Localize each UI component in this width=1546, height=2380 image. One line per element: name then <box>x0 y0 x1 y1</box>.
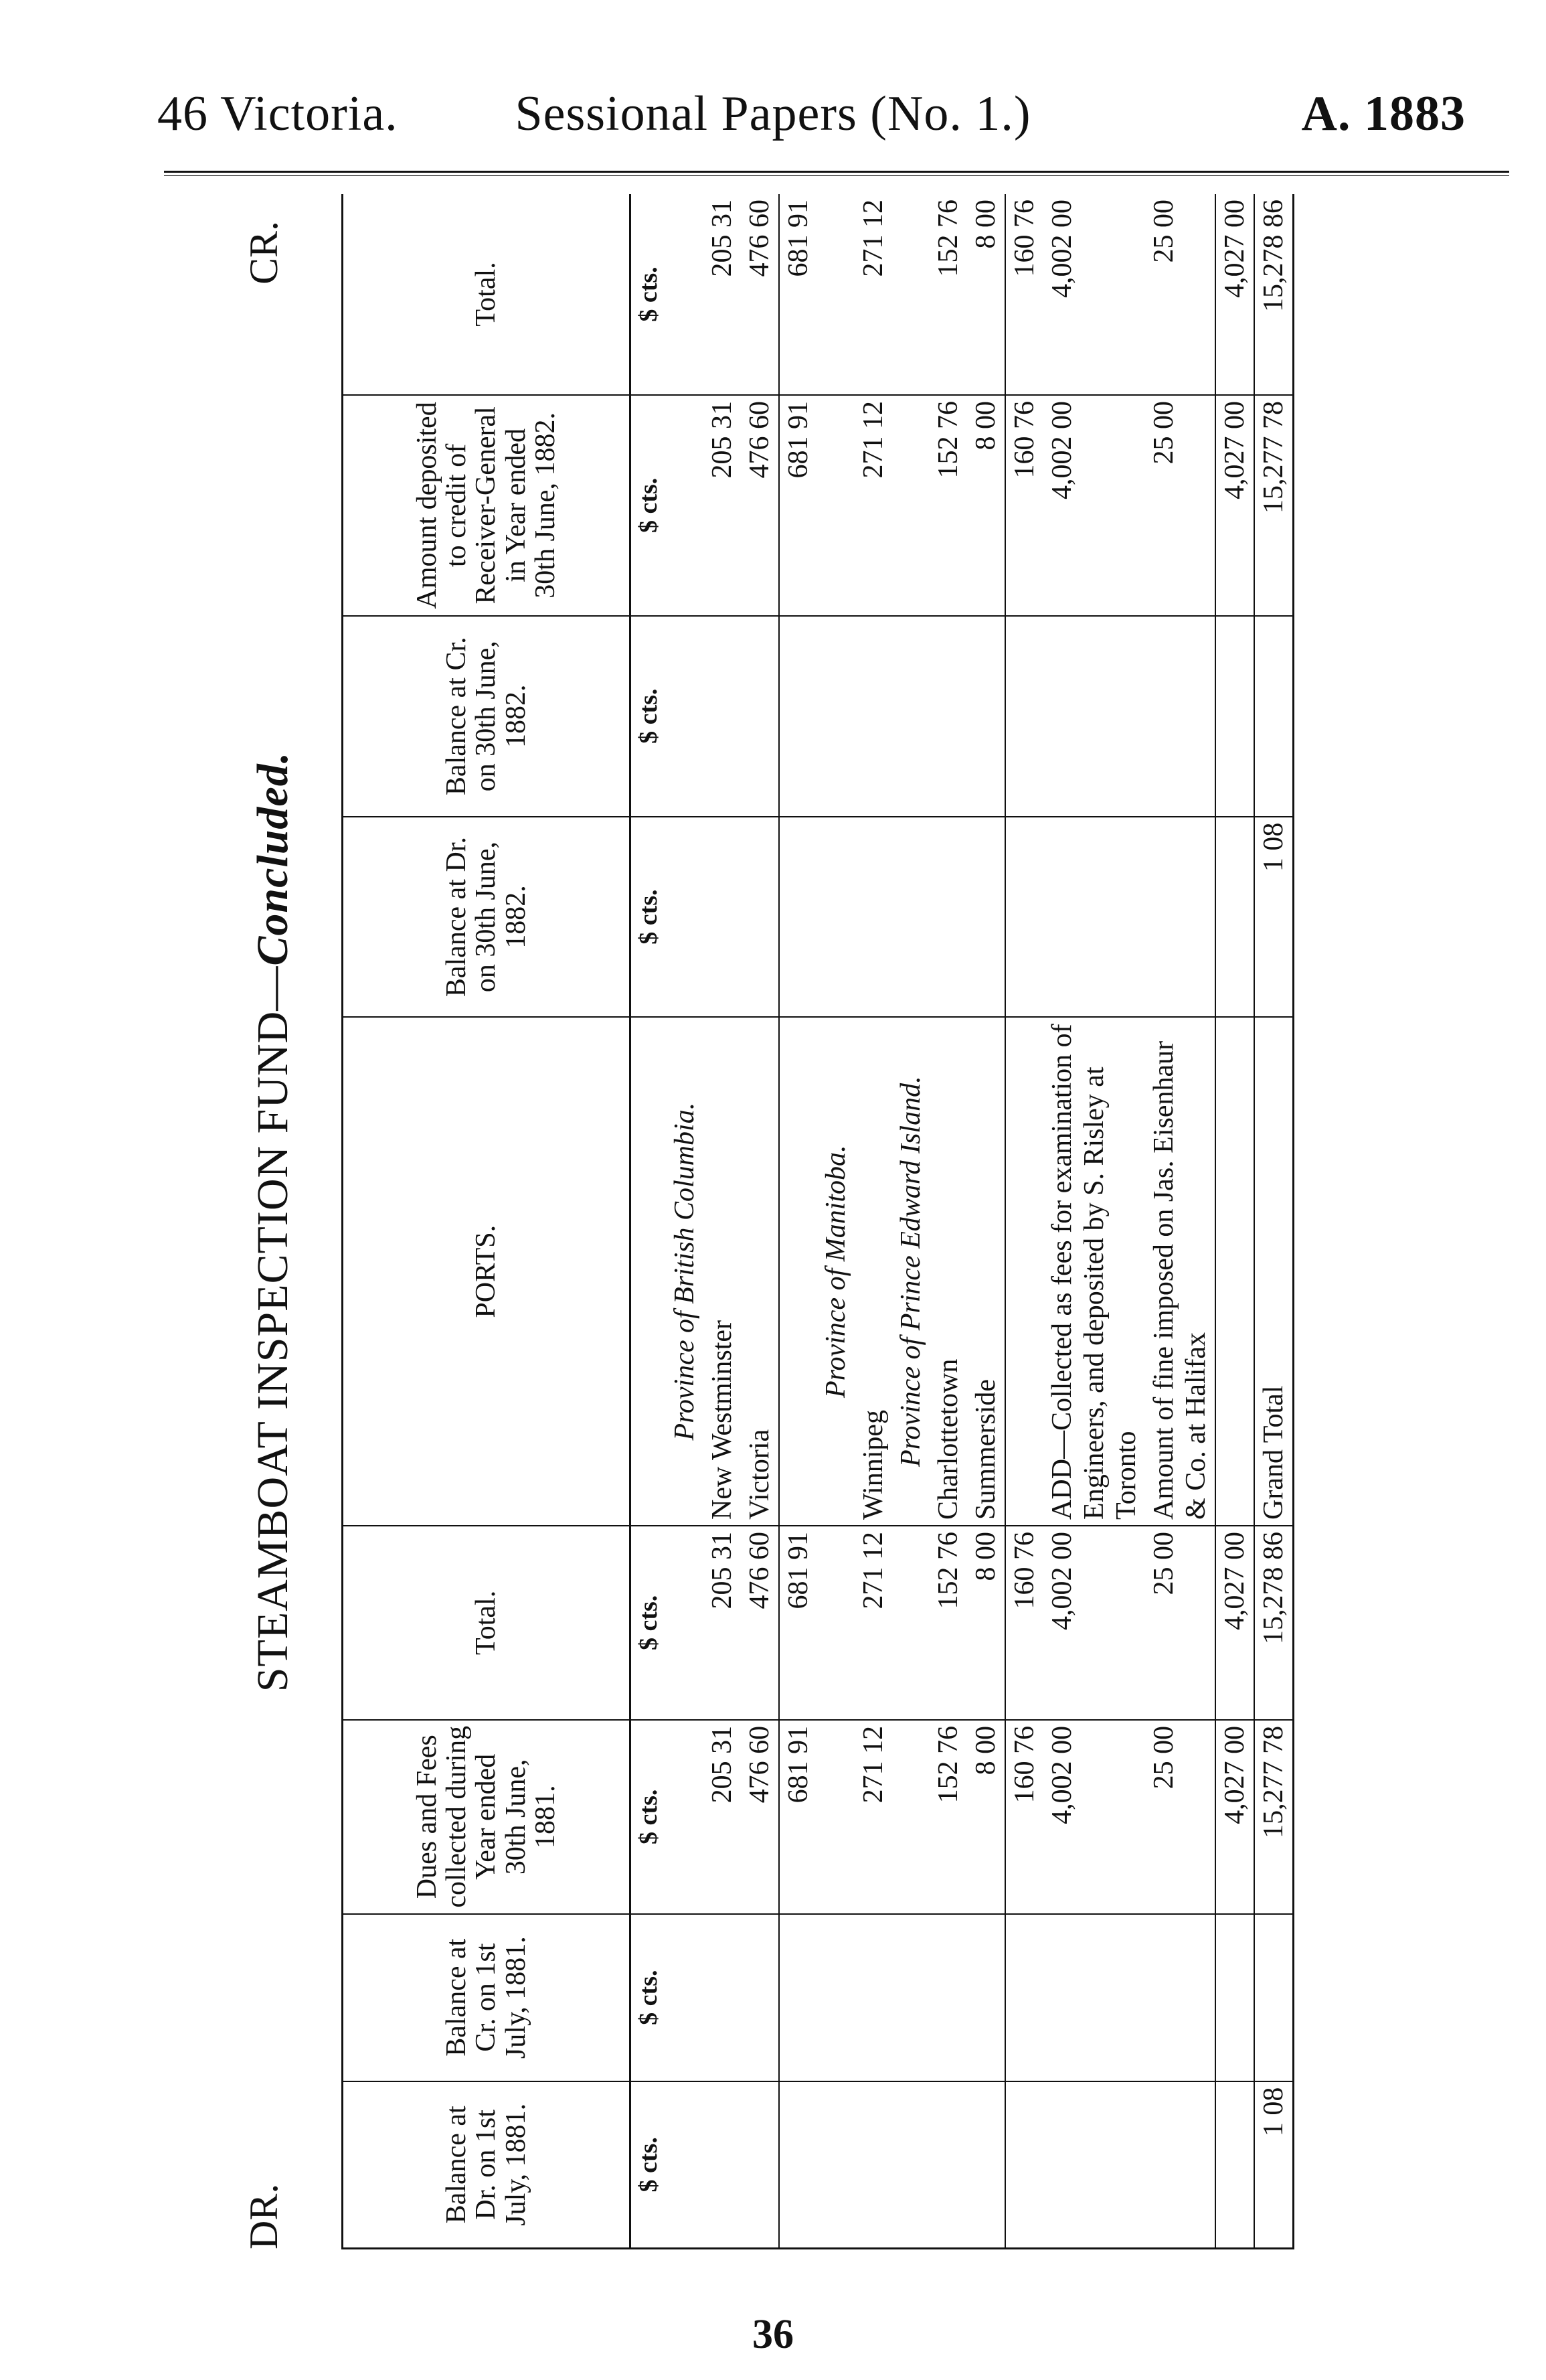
dr-balance-start-cell <box>1005 2081 1043 2249</box>
dr-balance-start-cell <box>1043 2081 1145 2249</box>
empty-cell <box>666 1914 703 2081</box>
cr-balance-end-cell <box>1005 616 1043 817</box>
empty-cell <box>817 1526 855 1720</box>
col-dr-balance-end: Balance at Dr. on 30th June, 1882. <box>343 817 630 1018</box>
cr-balance-end-cell <box>1145 616 1215 817</box>
empty-cell <box>817 1914 855 2081</box>
total-right-cell: 205 31 <box>703 194 741 395</box>
units-cell-blank <box>630 1017 667 1525</box>
empty-cell <box>666 1720 703 1914</box>
table-body <box>630 194 1294 2249</box>
dr-balance-end-cell <box>967 817 1005 1018</box>
empty-cell <box>666 1526 703 1720</box>
empty-cell <box>892 817 930 1018</box>
total-left-cell: 15,278 86 <box>1254 1526 1294 1720</box>
col-cr-balance-end: Balance at Cr. on 30th June, 1882. <box>343 616 630 817</box>
dues-cell: 160 76 <box>1005 1720 1043 1914</box>
cr-balance-start-cell <box>779 1914 817 2081</box>
table-title-row <box>214 194 341 2249</box>
table-row <box>741 194 779 2249</box>
cr-balance-end-cell <box>741 616 779 817</box>
cr-balance-start-cell <box>1005 1914 1043 2081</box>
total-left-cell: 271 12 <box>855 1526 892 1720</box>
header-rule-thin <box>164 175 1509 176</box>
subtotal-row <box>779 194 817 2249</box>
empty-cell <box>817 616 855 817</box>
cr-balance-start-cell <box>1254 1914 1294 2081</box>
port-name-cell: Charlottetown <box>930 1017 967 1525</box>
dues-cell: 25 00 <box>1145 1720 1215 1914</box>
table-title-main: STEAMBOAT INSPECTION FUND— <box>248 965 297 1692</box>
col-total-left: Total. <box>343 1526 630 1720</box>
grand-total-row <box>1254 194 1294 2249</box>
total-right-cell: 8 00 <box>967 194 1005 395</box>
cr-balance-start-cell <box>930 1914 967 2081</box>
cr-balance-end-cell <box>779 616 817 817</box>
cr-balance-end-cell <box>930 616 967 817</box>
empty-cell <box>666 194 703 395</box>
dr-balance-end-cell <box>930 817 967 1018</box>
subtotal-row <box>1005 194 1043 2249</box>
empty-cell <box>892 1914 930 2081</box>
port-name-cell <box>1215 1017 1254 1525</box>
col-ports: PORTS. <box>343 1017 630 1525</box>
cr-balance-start-cell <box>703 1914 741 2081</box>
column-header-row <box>343 194 630 2249</box>
table-row <box>930 194 967 2249</box>
dues-cell: 681 91 <box>779 1720 817 1914</box>
cr-balance-start-cell <box>855 1914 892 2081</box>
total-left-cell: 152 76 <box>930 1526 967 1720</box>
dr-balance-start-cell: 1 08 <box>1254 2081 1294 2249</box>
dr-balance-start-cell <box>703 2081 741 2249</box>
port-name-cell <box>1005 1017 1043 1525</box>
units-cell: $ cts. <box>630 817 667 1018</box>
deposited-cell: 160 76 <box>1005 395 1043 616</box>
col-dues-collected: Dues and Fees collected during Year ended 30th June, 1881. <box>343 1720 630 1914</box>
dr-balance-end-cell <box>1215 817 1254 1018</box>
total-left-cell: 25 00 <box>1145 1526 1215 1720</box>
deposited-cell: 476 60 <box>741 395 779 616</box>
dr-balance-start-cell <box>741 2081 779 2249</box>
empty-cell <box>892 2081 930 2249</box>
empty-cell <box>892 395 930 616</box>
cr-balance-end-cell <box>967 616 1005 817</box>
port-name-cell <box>779 1017 817 1525</box>
empty-cell <box>817 1720 855 1914</box>
deposited-cell: 15,277 78 <box>1254 395 1294 616</box>
total-right-cell: 25 00 <box>1145 194 1215 395</box>
empty-cell <box>817 2081 855 2249</box>
total-right-cell: 152 76 <box>930 194 967 395</box>
total-right-cell: 4,002 00 <box>1043 194 1145 395</box>
empty-cell <box>666 817 703 1018</box>
cr-balance-start-cell <box>1215 1914 1254 2081</box>
col-total-right: Total. <box>343 194 630 395</box>
province-row <box>666 194 703 2249</box>
table-row <box>967 194 1005 2249</box>
deposited-cell: 205 31 <box>703 395 741 616</box>
dr-balance-start-cell <box>855 2081 892 2249</box>
dues-cell: 8 00 <box>967 1720 1005 1914</box>
units-cell: $ cts. <box>630 1526 667 1720</box>
units-cell: $ cts. <box>630 395 667 616</box>
empty-cell <box>892 1720 930 1914</box>
deposited-cell: 8 00 <box>967 395 1005 616</box>
dues-cell: 4,002 00 <box>1043 1720 1145 1914</box>
empty-cell <box>817 194 855 395</box>
empty-cell <box>892 194 930 395</box>
province-row <box>817 194 855 2249</box>
dues-cell: 476 60 <box>741 1720 779 1914</box>
deposited-cell: 25 00 <box>1145 395 1215 616</box>
dr-balance-end-cell <box>1005 817 1043 1018</box>
total-right-cell: 271 12 <box>855 194 892 395</box>
total-left-cell: 205 31 <box>703 1526 741 1720</box>
dr-balance-end-cell <box>703 817 741 1018</box>
rotated-table-block <box>214 194 1392 2249</box>
deposited-cell: 152 76 <box>930 395 967 616</box>
total-right-cell: 681 91 <box>779 194 817 395</box>
total-left-cell: 476 60 <box>741 1526 779 1720</box>
units-cell: $ cts. <box>630 1720 667 1914</box>
empty-cell <box>892 1526 930 1720</box>
empty-cell <box>666 616 703 817</box>
empty-cell <box>666 2081 703 2249</box>
dues-cell: 152 76 <box>930 1720 967 1914</box>
province-label: Province of Manitoba. <box>817 1017 855 1525</box>
dr-balance-end-cell <box>855 817 892 1018</box>
empty-cell <box>817 395 855 616</box>
cr-balance-end-cell <box>855 616 892 817</box>
table-title <box>248 194 298 2249</box>
empty-cell <box>666 395 703 616</box>
units-cell: $ cts. <box>630 2081 667 2249</box>
total-left-cell: 4,027 00 <box>1215 1526 1254 1720</box>
dr-balance-end-cell <box>779 817 817 1018</box>
cr-balance-end-cell <box>1215 616 1254 817</box>
units-cell: $ cts. <box>630 1914 667 2081</box>
dues-cell: 271 12 <box>855 1720 892 1914</box>
cr-balance-start-cell <box>967 1914 1005 2081</box>
table-row <box>1145 194 1215 2249</box>
cr-balance-end-cell <box>1254 616 1294 817</box>
cr-balance-end-cell <box>1043 616 1145 817</box>
running-head-year: A. 1883 <box>1301 86 1466 141</box>
dues-cell: 205 31 <box>703 1720 741 1914</box>
dr-balance-end-cell <box>1145 817 1215 1018</box>
col-dr-balance-start: Balance at Dr. on 1st July, 1881. <box>343 2081 630 2249</box>
dr-balance-end-cell <box>741 817 779 1018</box>
table-row <box>855 194 892 2249</box>
province-label: Province of Prince Edward Island. <box>892 1017 930 1525</box>
cr-balance-end-cell <box>703 616 741 817</box>
deposited-cell: 4,027 00 <box>1215 395 1254 616</box>
table-row <box>703 194 741 2249</box>
running-head-title: Sessional Papers (No. 1.) <box>515 86 1031 141</box>
table-title-suffix: Concluded. <box>248 751 297 966</box>
port-name-cell: ADD—Collected as fees for examination of Engineers, and deposited by S. Risley at Toronto <box>1043 1017 1145 1525</box>
subtotal-row <box>1215 194 1254 2249</box>
page-number: 36 <box>752 2312 794 2357</box>
units-cell: $ cts. <box>630 194 667 395</box>
col-cr-balance-start: Balance at Cr. on 1st July, 1881. <box>343 1914 630 2081</box>
units-cell: $ cts. <box>630 616 667 817</box>
cr-balance-start-cell <box>1145 1914 1215 2081</box>
dr-balance-start-cell <box>930 2081 967 2249</box>
deposited-cell: 681 91 <box>779 395 817 616</box>
total-right-cell: 15,278 86 <box>1254 194 1294 395</box>
total-left-cell: 160 76 <box>1005 1526 1043 1720</box>
port-name-cell: Grand Total <box>1254 1017 1294 1525</box>
header-rule <box>164 171 1509 173</box>
steamboat-fund-table <box>341 194 1294 2249</box>
total-left-cell: 4,002 00 <box>1043 1526 1145 1720</box>
total-left-cell: 8 00 <box>967 1526 1005 1720</box>
port-name-cell: Victoria <box>741 1017 779 1525</box>
dr-balance-start-cell <box>967 2081 1005 2249</box>
total-right-cell: 160 76 <box>1005 194 1043 395</box>
port-name-cell: Amount of fine imposed on Jas. Eisenhaur & Co. at Halifax <box>1145 1017 1215 1525</box>
running-head-session: 46 Victoria. <box>157 86 398 141</box>
port-name-cell: Summerside <box>967 1017 1005 1525</box>
deposited-cell: 271 12 <box>855 395 892 616</box>
dr-balance-start-cell <box>1215 2081 1254 2249</box>
dr-balance-end-cell <box>1043 817 1145 1018</box>
province-label: Province of British Columbia. <box>666 1017 703 1525</box>
deposited-cell: 4,002 00 <box>1043 395 1145 616</box>
total-right-cell: 476 60 <box>741 194 779 395</box>
total-right-cell: 4,027 00 <box>1215 194 1254 395</box>
dr-balance-start-cell <box>779 2081 817 2249</box>
province-row <box>892 194 930 2249</box>
col-deposited: Amount deposited to credit of Receiver-General in Year ended 30th June, 1882. <box>343 395 630 616</box>
empty-cell <box>817 817 855 1018</box>
debit-label: DR. <box>242 2183 286 2249</box>
units-row <box>630 194 667 2249</box>
cr-balance-start-cell <box>1043 1914 1145 2081</box>
cr-balance-start-cell <box>741 1914 779 2081</box>
port-name-cell: Winnipeg <box>855 1017 892 1525</box>
dues-cell: 4,027 00 <box>1215 1720 1254 1914</box>
port-name-cell: New Westminster <box>703 1017 741 1525</box>
dues-cell: 15,277 78 <box>1254 1720 1294 1914</box>
table-row <box>1043 194 1145 2249</box>
credit-label: CR. <box>242 221 286 285</box>
total-left-cell: 681 91 <box>779 1526 817 1720</box>
empty-cell <box>892 616 930 817</box>
dr-balance-start-cell <box>1145 2081 1215 2249</box>
dr-balance-end-cell: 1 08 <box>1254 817 1294 1018</box>
